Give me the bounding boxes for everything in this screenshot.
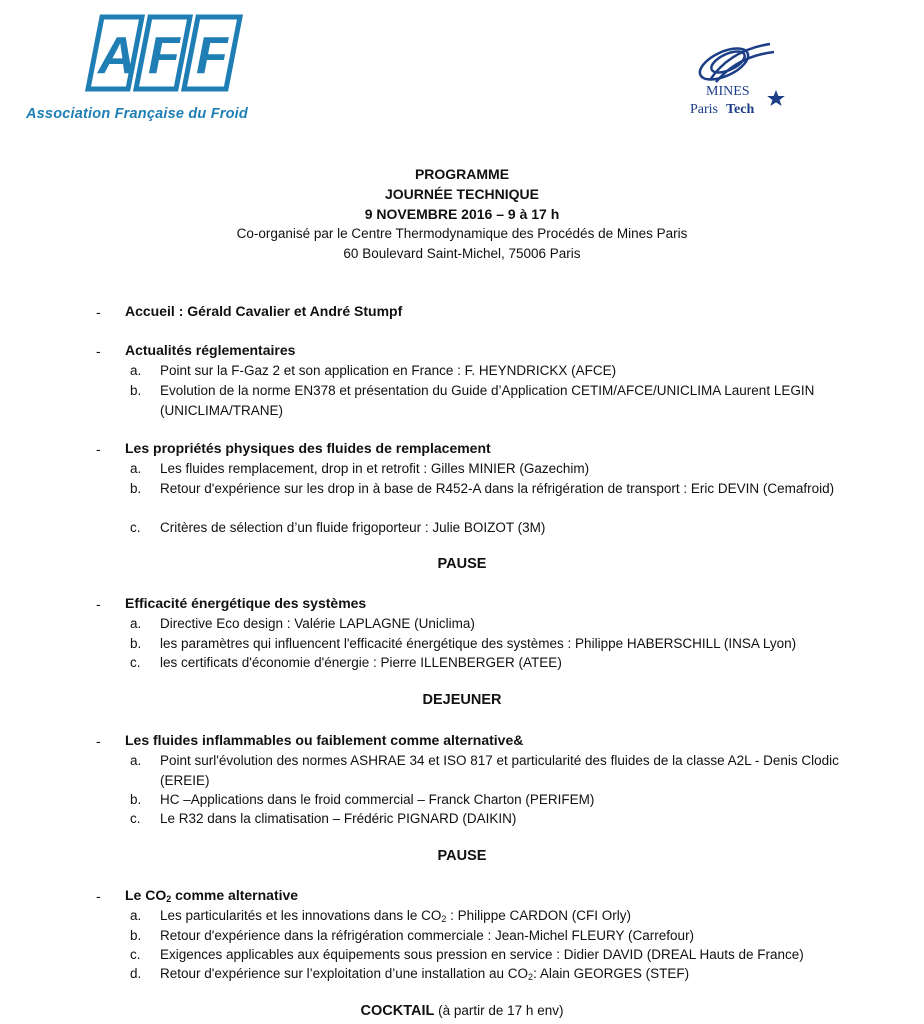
pause-break: PAUSE [437, 556, 487, 572]
aff-logo [84, 13, 246, 93]
bullet-dash: - [96, 733, 101, 749]
aff-letter-f2: F [196, 27, 228, 85]
section-title-efficacite: Efficacité énergétique des systèmes [125, 595, 367, 611]
event-date: 9 NOVEMBRE 2016 – 9 à 17 h [364, 206, 560, 222]
tech-text: Tech [726, 102, 755, 117]
star-icon [767, 90, 785, 106]
mines-paristech-logo [680, 40, 790, 120]
paris-text: Paris [690, 102, 718, 117]
event-address: 60 Boulevard Saint-Michel, 75006 Paris [343, 246, 581, 261]
program-title: PROGRAMME [414, 166, 510, 182]
aff-letter-a: A [98, 27, 136, 85]
section-title-accueil: Accueil : Gérald Cavalier et André Stumpf [125, 303, 403, 319]
section-title-proprietes: Les propriétés physiques des fluides de remplacement [125, 440, 491, 456]
section-title-co2: Le $CO_2$ comme alternative [125, 887, 299, 904]
pause-break: PAUSE [437, 848, 487, 864]
bullet-dash: - [96, 596, 101, 612]
bullet-dash: - [96, 304, 101, 320]
dejeuner-break: DEJEUNER [422, 692, 502, 708]
bullet-dash: - [96, 888, 101, 904]
event-title: JOURNÉE TECHNIQUE [384, 186, 540, 202]
aff-letter-f1: F [148, 27, 180, 85]
cocktail-break: COCKTAIL (à partir de 17 h env) [360, 1003, 564, 1019]
aff-name: Association Française du Froid [26, 106, 248, 122]
bullet-dash: - [96, 343, 101, 359]
bullet-dash: - [96, 441, 101, 457]
co-organizer: Co-organisé par le Centre Thermodynamique des Procédés de Mines Paris [236, 226, 688, 241]
section-title-inflammables: Les fluides inflammables ou faiblement comme alternative& [125, 732, 524, 748]
section-title-reglementaires: Actualités réglementaires [125, 342, 296, 358]
mines-text: MINES [706, 84, 750, 99]
